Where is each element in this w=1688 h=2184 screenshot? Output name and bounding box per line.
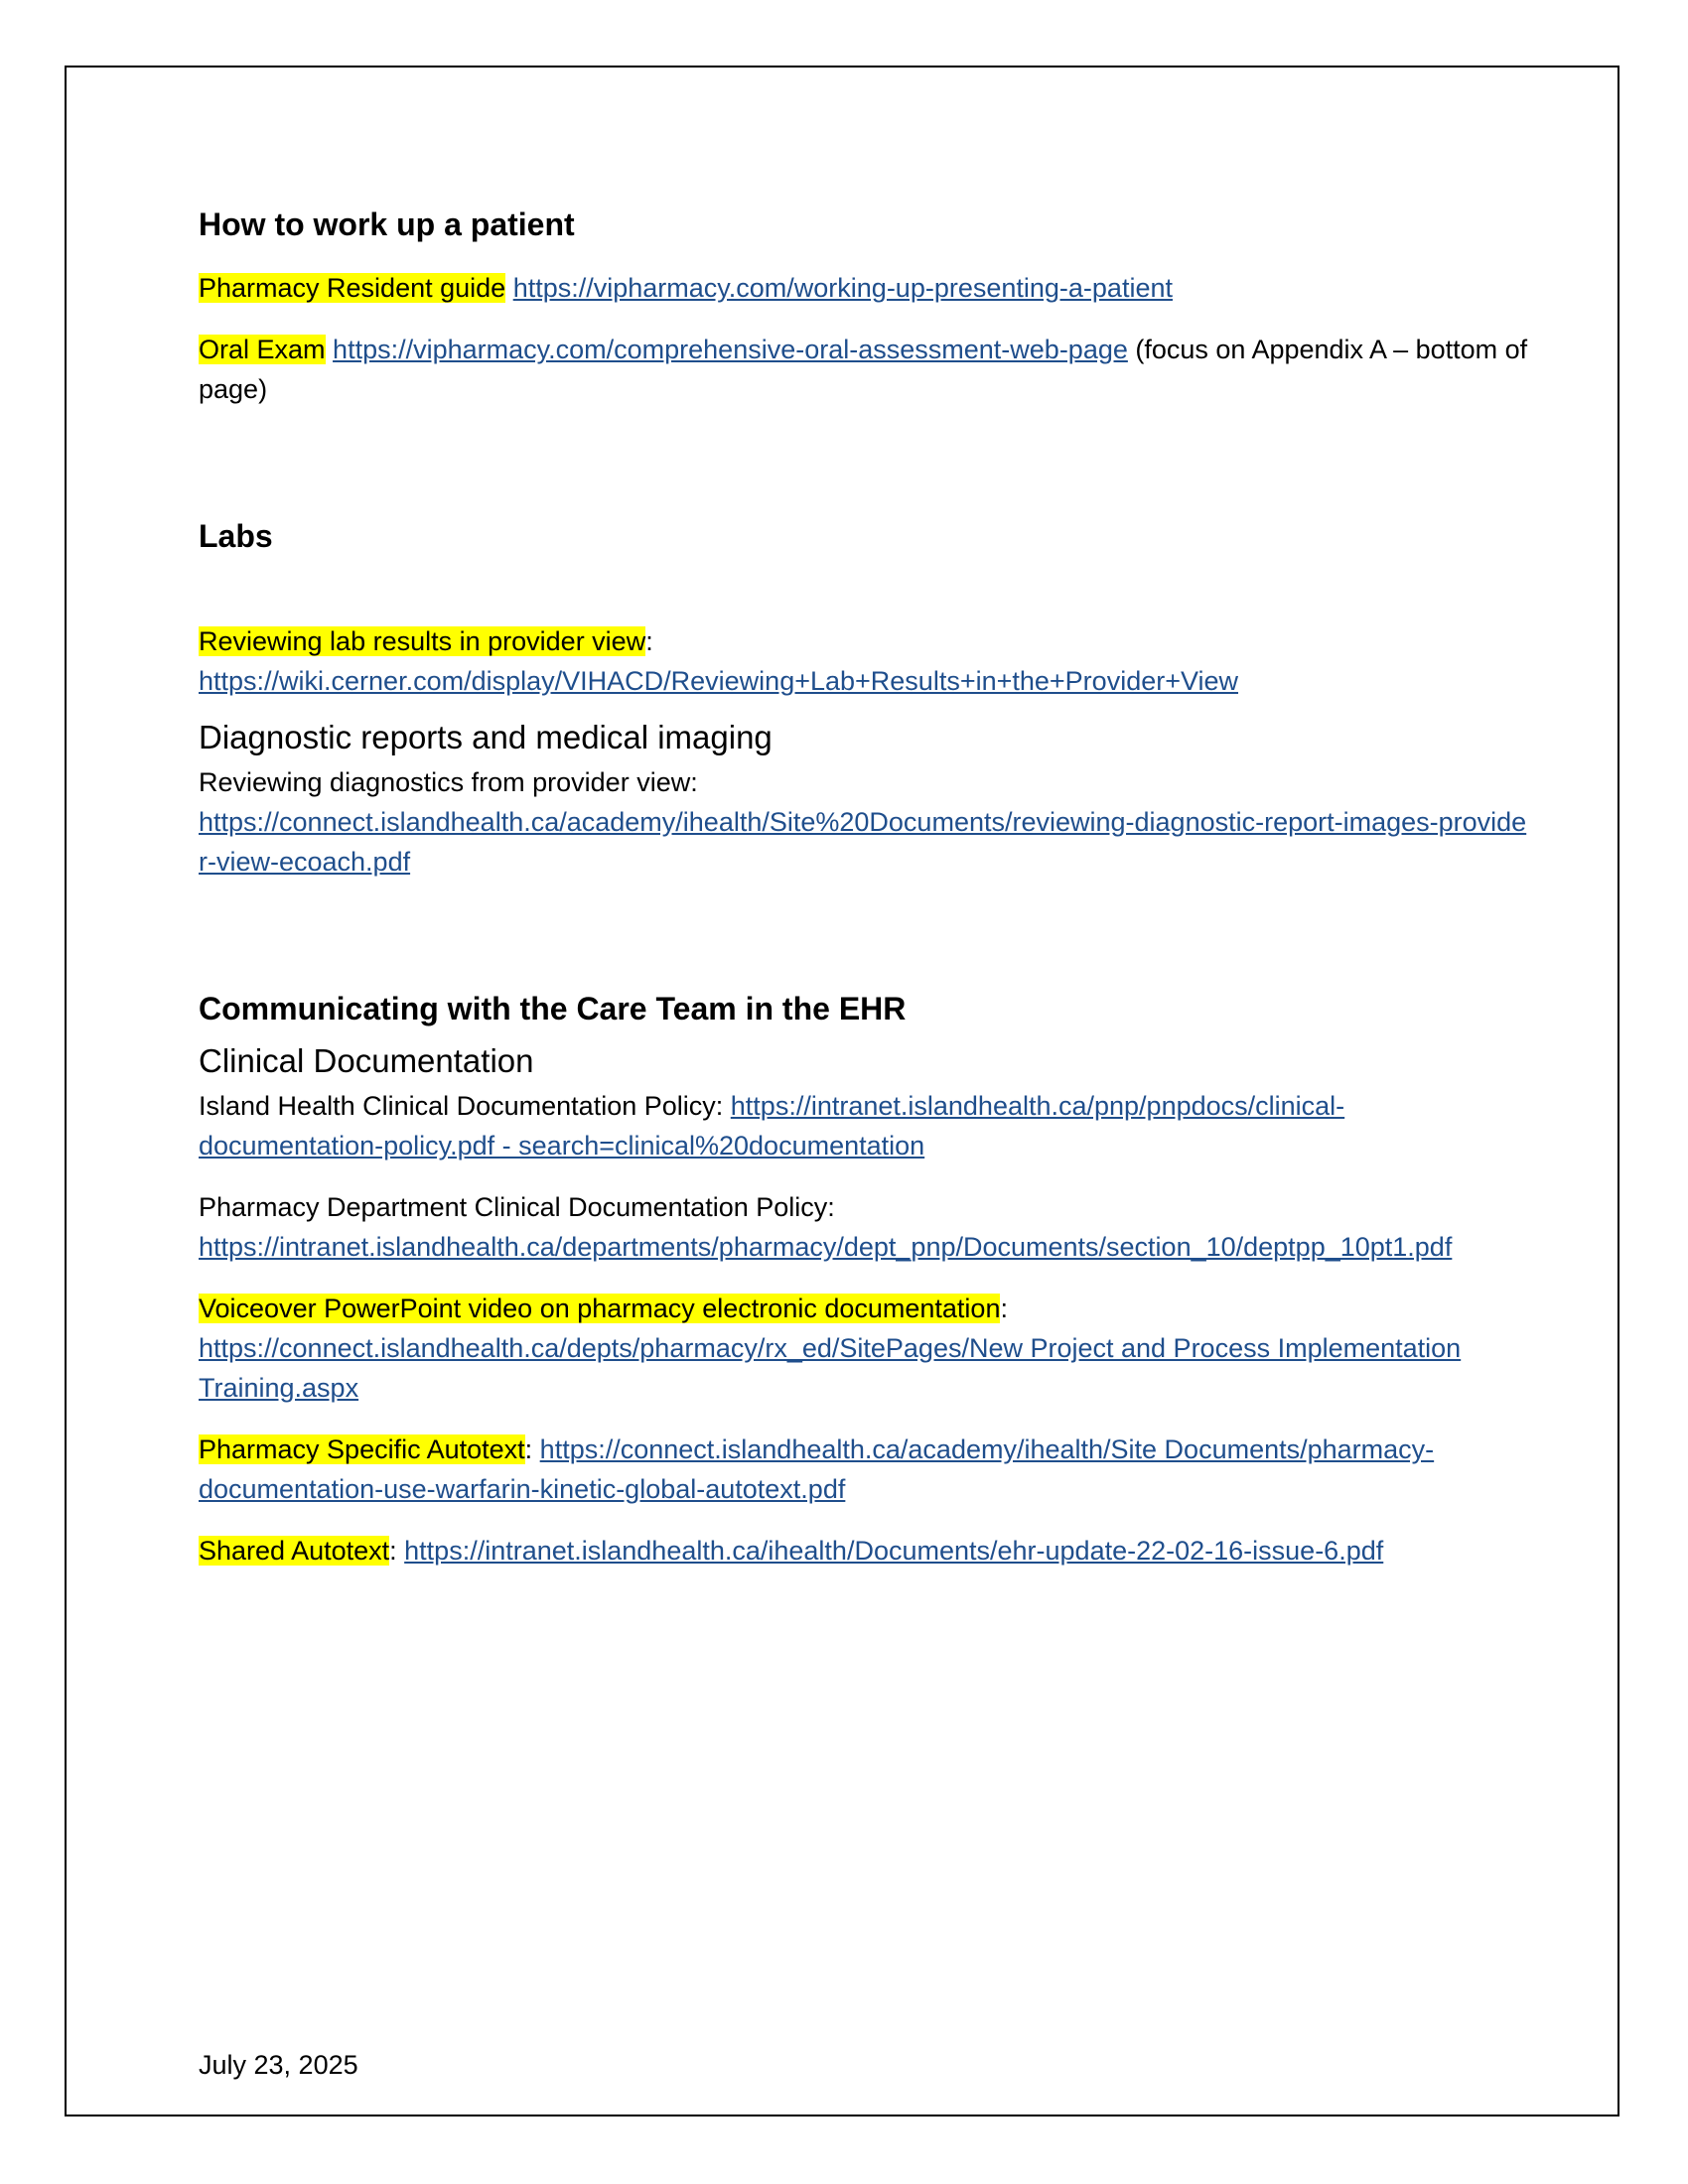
labs-heading: Labs [199,518,273,554]
oral-exam-note: (focus on Appendix A – bottom of page) [199,335,1528,404]
lab-review-paragraph: Reviewing lab results in provider view: https://wiki.cerner.com/display/VIHACD/Reviewing+Lab+Results+in+the+Provider+View [199,626,1239,696]
dept-policy-label: Pharmacy Department Clinical Documentation Policy: [199,1192,835,1222]
autotext-link[interactable]: https://connect.islandhealth.ca/academy/ihealth/Site Documents/pharmacy-documentation-use-warfarin-kinetic-global-autotext.pdf [199,1434,1435,1504]
workup-heading: How to work up a patient [199,206,575,242]
voiceover-paragraph: Voiceover PowerPoint video on pharmacy electronic documentation: https://connect.islandhealth.ca/depts/pharmacy/rx_ed/SitePages/New Project and Process Implementation Training.aspx [199,1294,1462,1403]
diagnostic-paragraph [199,762,1529,882]
ehr-heading: Communicating with the Care Team in the EHR [199,991,907,1026]
resident-guide-link[interactable]: https://vipharmacy.com/working-up-presenting-a-patient [512,273,1173,303]
voiceover-link[interactable]: https://connect.islandhealth.ca/depts/pharmacy/rx_ed/SitePages/New Project and Process Implementation Training.aspx [199,1333,1462,1403]
lab-review-link[interactable]: https://wiki.cerner.com/display/VIHACD/Reviewing+Lab+Results+in+the+Provider+View [199,666,1239,696]
diagnostic-link[interactable]: https://connect.islandhealth.ca/academy/ihealth/Site%20Documents/reviewing-diagnostic-report-images-provider-view-ecoach.pdf [199,807,1527,877]
clinical-documentation-heading: Clinical Documentation [199,1042,534,1079]
dept-policy-link[interactable]: https://intranet.islandhealth.ca/departments/pharmacy/dept_pnp/Documents/section_10/deptpp_10pt1.pdf [199,1232,1453,1262]
shared-autotext-label: Shared Autotext [199,1536,390,1566]
shared-autotext-paragraph: Shared Autotext: https://intranet.islandhealth.ca/ihealth/Documents/ehr-update-22-02-16-issue-6.pdf [199,1536,1384,1566]
ih-policy-link[interactable]: https://intranet.islandhealth.ca/pnp/pnpdocs/clinical-documentation-policy.pdf - search=clinical%20documentation [199,1091,1345,1160]
diagnostic-heading: Diagnostic reports and medical imaging [199,719,773,755]
autotext-paragraph: Pharmacy Specific Autotext: https://connect.islandhealth.ca/academy/ihealth/Site Documents/pharmacy-documentation-use-warfarin-kinetic-global-autotext.pdf [199,1434,1435,1504]
resident-guide-label: Pharmacy Resident guide [199,273,506,303]
footer-date: July 23, 2025 [199,2050,358,2080]
oral-exam-link[interactable]: https://vipharmacy.com/comprehensive-oral-assessment-web-page [333,335,1128,364]
diagnostic-label: Reviewing diagnostics from provider view: [199,767,698,797]
shared-autotext-link[interactable]: https://intranet.islandhealth.ca/ihealth/Documents/ehr-update-22-02-16-issue-6.pdf [404,1536,1384,1566]
document-body [199,197,1529,1570]
ih-policy-paragraph [199,1086,1529,1165]
oral-exam-label: Oral Exam [199,335,326,364]
autotext-label: Pharmacy Specific Autotext [199,1434,525,1464]
lab-review-label: Reviewing lab results in provider view [199,626,646,656]
dept-policy-paragraph [199,1187,1529,1267]
oral-exam-paragraph [199,330,1529,409]
resident-guide-paragraph [199,268,1529,308]
voiceover-label: Voiceover PowerPoint video on pharmacy electronic documentation [199,1294,1001,1323]
ih-policy-label: Island Health Clinical Documentation Policy: [199,1091,724,1121]
